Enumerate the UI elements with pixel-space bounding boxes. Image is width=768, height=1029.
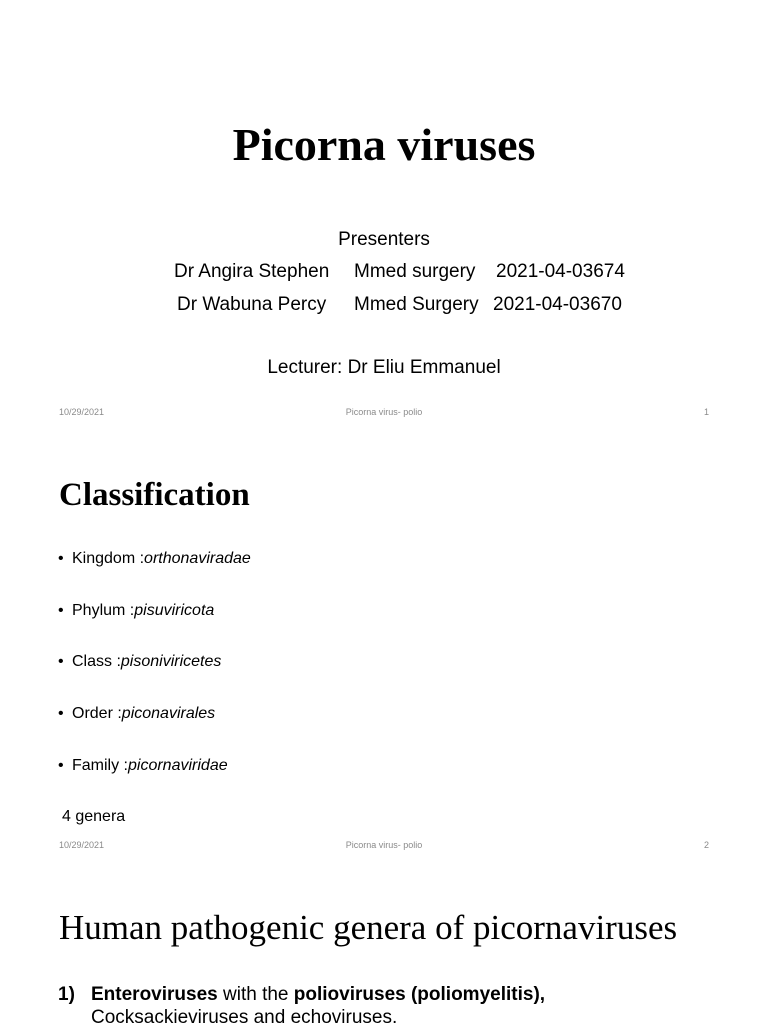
- bullet-label: Kingdom :: [72, 550, 145, 567]
- bullet-label: Order :: [72, 705, 122, 722]
- bullet-value: orthonaviradae: [144, 550, 251, 567]
- list-item: [58, 705, 215, 723]
- presenter-name: Dr Wabuna Percy: [177, 294, 327, 315]
- list-item: [58, 757, 228, 775]
- bullet-icon: •: [58, 705, 64, 722]
- bullet-value: pisuviricota: [134, 602, 215, 619]
- bullet-icon: •: [58, 653, 64, 670]
- item-highlight-end: tis: [511, 984, 534, 1005]
- slide-1: [0, 0, 768, 432]
- footer-date: 10/29/2021: [59, 840, 105, 850]
- presenter-name: Dr Angira Stephen: [174, 261, 330, 282]
- list-item: [58, 550, 251, 568]
- list-item: [58, 602, 214, 620]
- bullet-label: Class :: [72, 653, 121, 670]
- bullet-value: piconavirales: [121, 705, 216, 722]
- bullet-value: pisoniviricetes: [120, 653, 222, 670]
- footer-page: 1: [704, 407, 710, 417]
- footer-center: Picorna virus- polio: [345, 407, 423, 417]
- bullet-icon: •: [58, 602, 64, 619]
- list-item: [58, 653, 221, 671]
- presenter-reg-no: 2021-04-03670: [493, 294, 622, 315]
- item-genus: Enteroviruses: [91, 984, 218, 1005]
- bullet-value: picornaviridae: [128, 757, 228, 774]
- item-close: ),: [533, 984, 546, 1005]
- bullet-icon: •: [58, 757, 64, 774]
- slide-title: Picorna viruses: [232, 119, 536, 170]
- presenter-row: [174, 261, 329, 283]
- presenter-reg-no: 2021-04-03674: [496, 261, 625, 282]
- genera-note: 4 genera: [62, 808, 126, 825]
- slide-2: [0, 432, 768, 864]
- presenter-row: [177, 294, 326, 316]
- item-highlight: polioviruses (poliomyeli: [293, 984, 512, 1005]
- list-item: [58, 984, 545, 1006]
- presenter-program: Mmed surgery: [354, 261, 476, 282]
- footer-center: Picorna virus- polio: [345, 840, 423, 850]
- slide-3: [0, 864, 768, 1028]
- item-text: with the: [217, 984, 294, 1005]
- presenter-program: Mmed Surgery: [354, 294, 479, 315]
- item-continuation: Cocksackieviruses and echoviruses.: [91, 1007, 398, 1028]
- footer-page: 2: [704, 840, 710, 850]
- lecturer: Lecturer: Dr Eliu Emmanuel: [267, 357, 501, 378]
- item-number: 1): [58, 984, 75, 1005]
- slide-title: Human pathogenic genera of picornaviruses: [59, 908, 678, 947]
- bullet-label: Family :: [72, 757, 128, 774]
- presenters-heading: Presenters: [338, 229, 430, 250]
- bullet-icon: •: [58, 550, 64, 567]
- footer-date: 10/29/2021: [59, 407, 105, 417]
- bullet-label: Phylum :: [72, 602, 135, 619]
- slide-title: Classification: [59, 477, 250, 513]
